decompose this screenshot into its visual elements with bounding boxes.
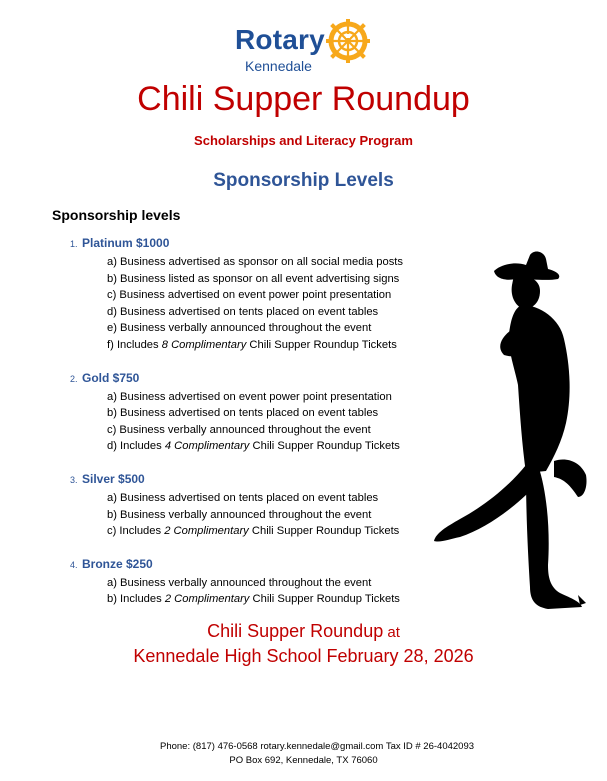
list-item: b) Business listed as sponsor on all event advertising signs xyxy=(107,272,400,285)
list-item: a) Business verbally announced throughout the event xyxy=(107,576,372,589)
section-heading: Sponsorship Levels xyxy=(213,170,394,191)
levels-label: Sponsorship levels xyxy=(52,207,181,223)
ticket-suffix: Chili Supper Roundup Tickets xyxy=(249,440,400,453)
ticket-prefix: c) Includes xyxy=(107,525,165,538)
cowboy-silhouette-icon xyxy=(430,235,590,615)
sponsorship-levels-list xyxy=(70,236,490,625)
rotary-logo xyxy=(233,14,373,78)
list-item: a) Business advertised as sponsor on all social media posts xyxy=(107,256,403,268)
list-item: e) Business verbally announced throughout the event xyxy=(107,322,372,335)
list-item: a) Business advertised on tents placed on event tables xyxy=(107,491,379,504)
page-title: Chili Supper Roundup xyxy=(137,80,470,118)
list-item: b) Business verbally announced throughout the event xyxy=(107,508,372,521)
rotary-wheel-icon xyxy=(325,18,371,64)
ticket-count: 4 Complimentary xyxy=(164,440,250,453)
ticket-count: 2 Complimentary xyxy=(164,525,249,538)
logo-name: Rotary xyxy=(235,24,325,55)
level-name: Silver $500 xyxy=(82,471,145,486)
level-bronze xyxy=(70,557,490,608)
footer-contact: Phone: (817) 476-0568 rotary.kennedale@gmail.com Tax ID # 26-4042093 xyxy=(160,741,475,752)
level-name: Platinum $1000 xyxy=(82,236,170,250)
ticket-prefix: d) Includes xyxy=(107,440,165,453)
logo-club: Kennedale xyxy=(245,58,312,74)
event-name: Chili Supper Roundup xyxy=(207,621,384,641)
list-item: c) Business advertised on event power point presentation xyxy=(107,289,392,302)
ticket-suffix: Chili Supper Roundup Tickets xyxy=(249,593,400,606)
level-name: Bronze $250 xyxy=(82,556,153,571)
level-number: 3. xyxy=(70,474,78,485)
event-location-date: Kennedale High School February 28, 2026 xyxy=(133,646,474,666)
level-number: 1. xyxy=(70,239,78,249)
level-name: Gold $750 xyxy=(82,370,140,385)
ticket-count: 8 Complimentary xyxy=(161,338,247,351)
list-item: b) Business advertised on tents placed on event tables xyxy=(107,407,379,420)
event-name-line xyxy=(0,621,607,642)
level-platinum xyxy=(70,236,490,354)
level-number: 2. xyxy=(70,373,78,384)
ticket-prefix: f) Includes xyxy=(107,338,162,351)
ticket-prefix: b) Includes xyxy=(107,593,165,606)
list-item: a) Business advertised on event power point presentation xyxy=(107,390,392,403)
page-subtitle: Scholarships and Literacy Program xyxy=(194,133,413,148)
list-item: d) Business advertised on tents placed on event tables xyxy=(107,305,379,318)
event-at: at xyxy=(383,624,400,641)
level-silver xyxy=(70,472,490,540)
level-gold xyxy=(70,371,490,455)
list-item: c) Business verbally announced throughout the event xyxy=(107,423,371,436)
footer-address: PO Box 692, Kennedale, TX 76060 xyxy=(229,755,378,766)
ticket-suffix: Chili Supper Roundup Tickets xyxy=(246,338,397,351)
ticket-count: 2 Complimentary xyxy=(164,593,250,606)
level-number: 4. xyxy=(70,559,78,570)
ticket-suffix: Chili Supper Roundup Tickets xyxy=(248,525,400,538)
